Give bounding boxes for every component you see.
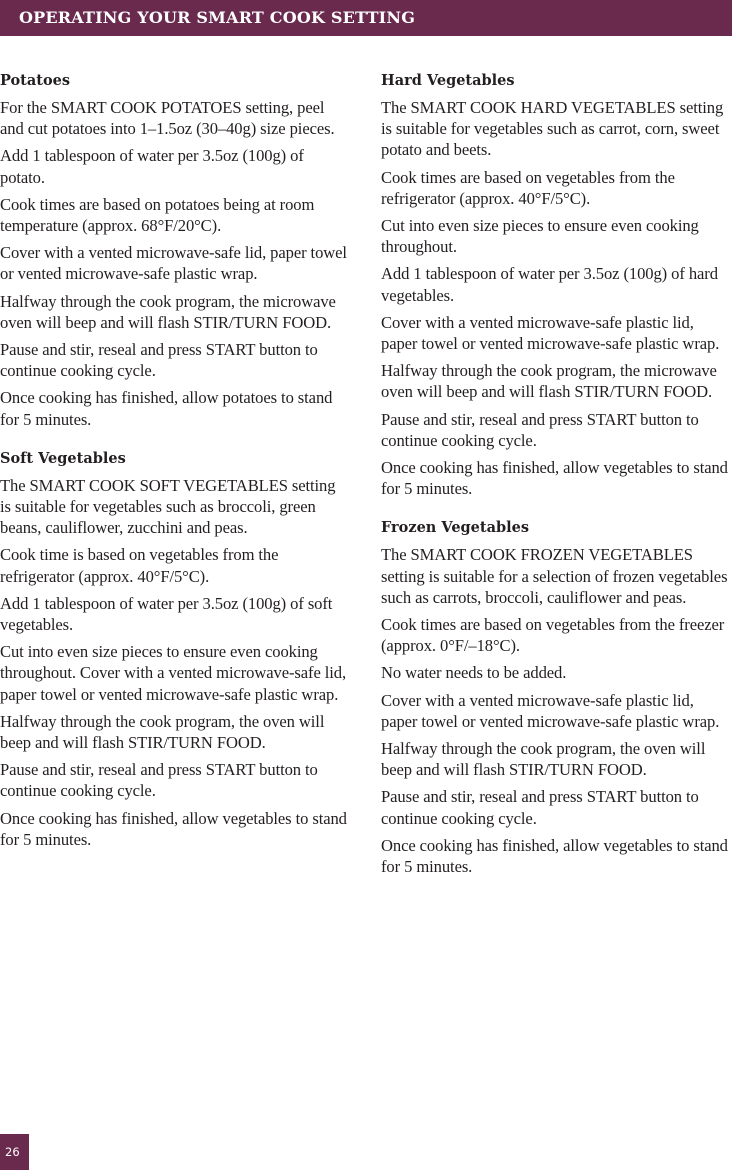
paragraph: Pause and stir, reseal and press START button to continue cooking cycle. xyxy=(381,787,699,828)
header-bar xyxy=(0,0,732,36)
section-hard-vegetables xyxy=(381,70,732,499)
section-potatoes xyxy=(0,70,350,430)
page-title: OPERATING YOUR SMART COOK SETTING xyxy=(19,8,416,27)
paragraph: The SMART COOK HARD VEGETABLES setting is suitable for vegetables such as carrot, corn, sweet potato and beets. xyxy=(381,98,724,160)
section-heading: Hard Vegetables xyxy=(381,72,515,89)
paragraph: Pause and stir, reseal and press START button to continue cooking cycle. xyxy=(381,409,699,450)
paragraph: Cut into even size pieces to ensure even cooking throughout. xyxy=(381,216,699,257)
paragraph: Cover with a vented microwave-safe plastic lid, paper towel or vented microwave-safe plastic wrap. xyxy=(381,690,720,731)
paragraph: Once cooking has finished, allow vegetables to stand for 5 minutes. xyxy=(0,808,347,849)
paragraph: Cover with a vented microwave-safe plastic lid, paper towel or vented microwave-safe plastic wrap. xyxy=(381,312,720,354)
paragraph: Add 1 tablespoon of water per 3.5oz (100g) of soft vegetables. xyxy=(0,593,333,635)
paragraph: Halfway through the cook program, the microwave oven will beep and will flash STIR/TURN FOOD. xyxy=(0,291,336,332)
page-number: 26 xyxy=(5,1145,20,1159)
paragraph: Once cooking has finished, allow vegetables to stand for 5 minutes. xyxy=(381,835,728,877)
paragraph: For the SMART COOK POTATOES setting, peel and cut potatoes into 1–1.5oz (30–40g) size pieces. xyxy=(0,98,335,139)
paragraph: Cut into even size pieces to ensure even cooking throughout. Cover with a vented microwave-safe lid, paper towel or vented microwave-safe plastic wrap. xyxy=(0,642,347,704)
paragraph: Once cooking has finished, allow potatoes to stand for 5 minutes. xyxy=(0,388,333,429)
right-column xyxy=(381,70,732,895)
section-frozen-vegetables xyxy=(381,517,732,877)
page-number-badge xyxy=(0,1134,29,1170)
paragraph: Pause and stir, reseal and press START button to continue cooking cycle. xyxy=(0,340,318,381)
left-column xyxy=(0,70,350,868)
section-heading: Potatoes xyxy=(0,72,71,89)
paragraph: Pause and stir, reseal and press START button to continue cooking cycle. xyxy=(0,760,318,801)
paragraph: Once cooking has finished, allow vegetables to stand for 5 minutes. xyxy=(381,458,728,499)
section-heading: Soft Vegetables xyxy=(0,449,126,467)
paragraph: Cook times are based on vegetables from the refrigerator (approx. 40°F/5°C). xyxy=(381,167,675,208)
paragraph: Halfway through the cook program, the oven will beep and will flash STIR/TURN FOOD. xyxy=(0,711,325,753)
paragraph: The SMART COOK SOFT VEGETABLES setting is suitable for vegetables such as broccoli, green beans, cauliflower, zucchini and peas. xyxy=(0,475,336,538)
paragraph: No water needs to be added. xyxy=(381,663,567,683)
paragraph: Halfway through the cook program, the microwave oven will beep and will flash STIR/TURN FOOD. xyxy=(381,361,717,402)
paragraph: Cook times are based on vegetables from the freezer (approx. 0°F/–18°C). xyxy=(381,615,725,656)
paragraph: Cook time is based on vegetables from the refrigerator (approx. 40°F/5°C). xyxy=(0,545,279,586)
paragraph: Add 1 tablespoon of water per 3.5oz (100g) of potato. xyxy=(0,146,304,187)
paragraph: Cover with a vented microwave-safe lid, paper towel or vented microwave-safe plastic wrap. xyxy=(0,243,347,284)
paragraph: The SMART COOK FROZEN VEGETABLES setting is suitable for a selection of frozen vegetables such as carrots, broccoli, cauliflower and peas. xyxy=(381,545,728,607)
paragraph: Halfway through the cook program, the oven will beep and will flash STIR/TURN FOOD. xyxy=(381,739,706,780)
section-soft-vegetables xyxy=(0,448,350,850)
paragraph: Add 1 tablespoon of water per 3.5oz (100g) of hard vegetables. xyxy=(381,264,718,305)
paragraph: Cook times are based on potatoes being at room temperature (approx. 68°F/20°C). xyxy=(0,194,315,236)
section-heading: Frozen Vegetables xyxy=(381,519,530,537)
